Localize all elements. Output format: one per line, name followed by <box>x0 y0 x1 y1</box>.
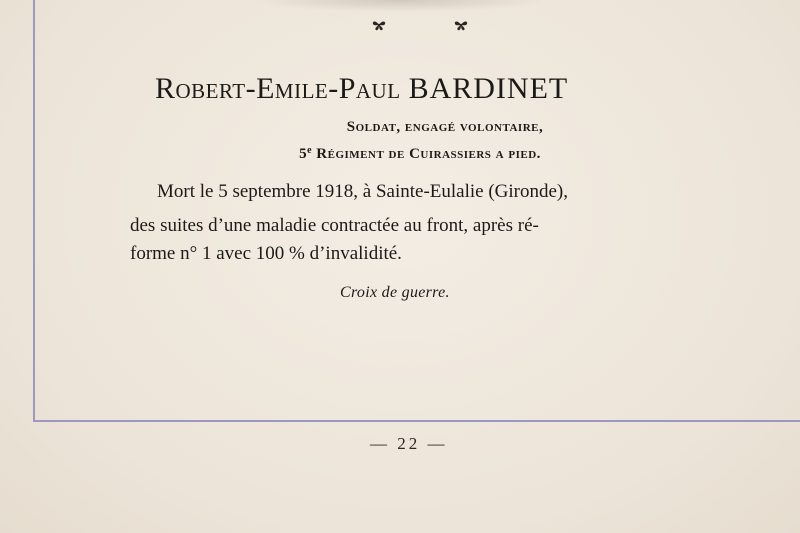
regiment-name: Régiment de Cuirassiers a pied. <box>312 146 541 162</box>
page-number: — 22 — <box>370 434 448 453</box>
death-text-line-3: forme n° 1 avec 100 % d’invalidité. <box>130 243 402 264</box>
fleuron-icon <box>451 18 471 32</box>
top-shadow <box>250 0 550 12</box>
regiment-line <box>0 145 800 163</box>
fleuron-icon <box>369 18 389 32</box>
ordinal-suffix: e <box>307 145 313 156</box>
frame-bottom-border <box>33 420 800 422</box>
frame-left-border <box>33 0 35 422</box>
regiment-number: 5 <box>299 146 308 162</box>
soldier-name <box>155 72 695 106</box>
rank-line: Soldat, engagé volontaire, <box>346 119 544 135</box>
given-names: Robert-Emile-Paul <box>155 72 401 105</box>
death-text-line-1: Mort le 5 septembre 1918, à Sainte-Eulalie (Gironde), <box>157 181 569 202</box>
decoration-award: Croix de guerre. <box>340 284 450 301</box>
surname: BARDINET <box>408 72 569 105</box>
death-text-line-2: des suites d’une maladie contractée au front, après ré- <box>130 215 539 236</box>
